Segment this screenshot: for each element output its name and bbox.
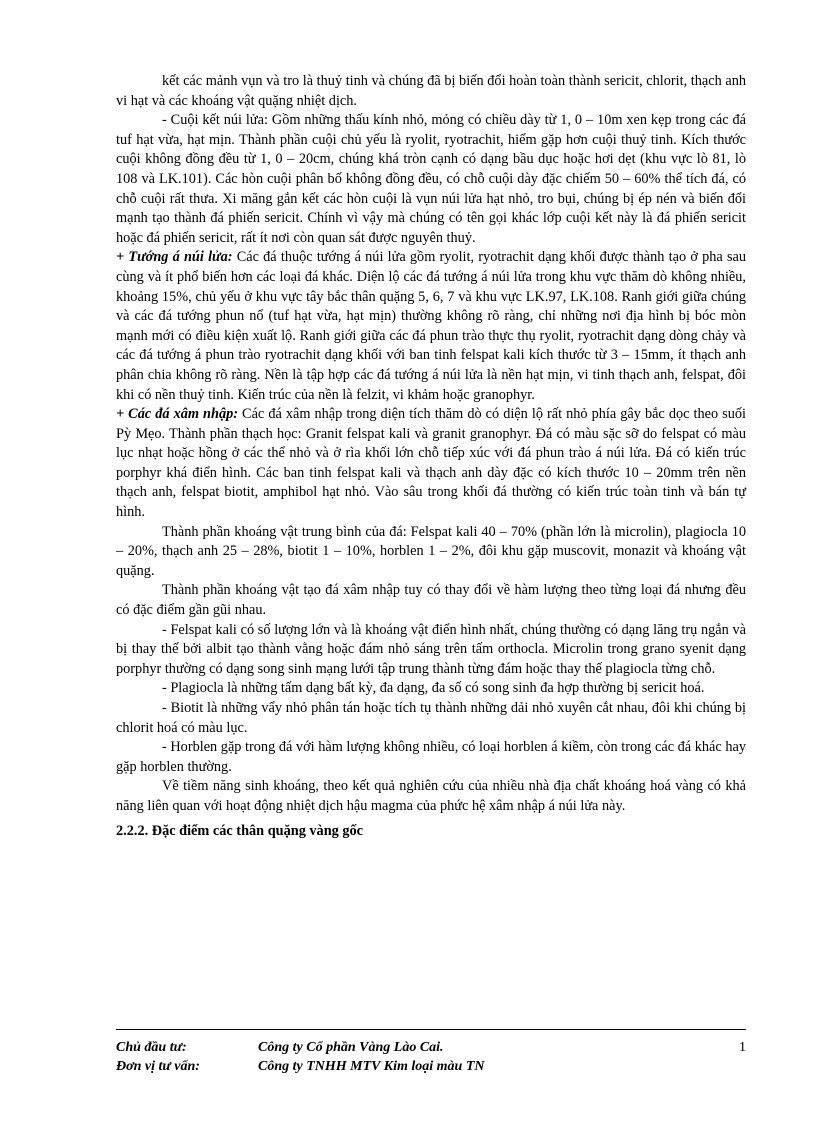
paragraph-intrusive-rocks [116,405,746,523]
intrusive-rocks-text: Các đá xâm nhập trong diện tích thăm dò có diện lộ rất nhỏ phía gây bắc dọc theo suối Pỳ Mẹo. Thành phần thạch học: Granit felspat kali và granit granophyr. Đá có màu sặc sỡ do felspat có màu lục nhạt hoặc hồng ở các thể nhỏ và ở rìa khối lớn chỗ tiếp xúc với đá phun trào á núi lửa. Đá có kiến trúc porphyr khá điển hình. Các ban tinh felspat kali và thạch anh dày đặc có kích thước 10 – 20mm trên nền thạch anh, felspat biotit, amphibol hạt nhỏ. Vào sâu trong khối đá thường có kiến trúc toàn tinh và bán tự hình. [116,406,746,521]
intrusive-rocks-lead: + Các đá xâm nhập: [116,406,239,423]
footer-owner-row [116,1040,746,1059]
footer-owner-value: Công ty Cổ phần Vàng Lào Cai. [258,1040,444,1055]
paragraph-felspat-kali: - Felspat kali có số lượng lớn và là khoáng vật điển hình nhất, chúng thường có dạng lăng trụ ngắn và bị thay thế bởi albit tạo thành vằng hoặc đám nhỏ sáng trên tấm orthocla. Microlin trong grano syenit dạng porphyr thường có dạng song sinh mạng lưới tập trung thành từng đám hoặc thay thế plagiocla từng chỗ. [116,621,746,677]
footer-consultant-row [116,1059,746,1078]
document-body [116,72,746,841]
paragraph-rock-forming-minerals: Thành phần khoáng vật tạo đá xâm nhập tuy có thay đổi về hàm lượng theo từng loại đá nhưng đều có đặc điểm gần gũi nhau. [116,582,746,619]
paragraph-biotit: - Biotit là những vẩy nhỏ phân tán hoặc tích tụ thành những dải nhỏ xuyên cắt nhau, đôi khi chúng bị chlorit hoá có màu lục. [116,700,746,736]
section-heading: 2.2.2. Đặc điểm các thân quặng vàng gốc [116,822,364,839]
footer-owner-label: Chủ đầu tư: [116,1040,187,1055]
footer-consultant-label: Đơn vị tư vấn: [116,1059,200,1074]
paragraph-mineral-potential: Về tiềm năng sinh khoáng, theo kết quả nghiên cứu của nhiều nhà địa chất khoáng hoá vàng có khả năng liên quan với hoạt động nhiệt dịch hậu magma của phức hệ xâm nhập á núi lửa này. [116,778,746,814]
page-footer [116,1029,746,1078]
page-number: 1 [739,1040,746,1055]
paragraph-mineral-composition: Thành phần khoáng vật trung bình của đá: Felspat kali 40 – 70% (phần lớn là microlin), plagiocla 10 – 20%, thạch anh 25 – 28%, biotit 1 – 10%, horblen 1 – 2%, đôi khu gặp muscovit, monazit và khoáng vật quặng. [116,523,746,579]
paragraph-volcanic-conglomerate: - Cuội kết núi lửa: Gồm những thấu kính nhỏ, mỏng có chiều dày từ 1, 0 – 10m xen kẹp trong các đá tuf hạt vừa, hạt mịn. Thành phần cuội chủ yếu là ryolit, ryotrachit, hiếm gặp hơn cuội thuỷ tinh. Kích thước cuội không đồng đều từ 1, 0 – 20cm, chúng khá tròn cạnh có dạng bầu dục hoặc hơi dẹt (khu vực lò 81, lò 108 và LK.101). Các hòn cuội phân bố không đồng đều, có chỗ cuội dày đặc chiếm 50 – 60% thể tích đá, có chỗ cuội rất thưa. Xi măng gắn kết các hòn cuội là vụn núi lửa hạt nhỏ, tro bụi, chúng bị ép nén và biến đổi mạnh tạo thành đá phiến sericit. Chính vì vậy mà chúng có tên gọi khác lớp cuội kết này là đá phiến sericit hoặc đá phiến sericit, rất ít nơi còn quan sát được nguyên thuỷ. [116,112,746,246]
paragraph-plagiocla: - Plagiocla là những tấm dạng bất kỳ, đa dạng, đa số có song sinh đa hợp thường bị sericit hoá. [162,680,705,697]
paragraph-subvolcanic-facies [116,248,746,405]
paragraph-horblen: - Horblen gặp trong đá với hàm lượng không nhiều, có loại horblen á kiềm, còn trong các đá khác hay gặp horblen thường. [116,739,746,775]
subvolcanic-facies-lead: + Tướng á núi lửa: [116,249,233,266]
footer-consultant-value: Công ty TNHH MTV Kim loại màu TN [258,1059,485,1074]
paragraph-tuff-alteration: kết các mảnh vụn và tro là thuỷ tinh và chúng đã bị biến đổi hoàn toàn thành sericit, chlorit, thạch anh vi hạt và các khoáng vật quặng nhiệt dịch. [116,73,746,109]
subvolcanic-facies-text: Các đá thuộc tướng á núi lửa gồm ryolit, ryotrachit dạng khối được thành tạo ở pha sau cùng và ít phổ biến hơn các loại đá khác. Diện lộ các đá tướng á núi lửa trong khu vực thăm dò không nhiều, khoảng 15%, chủ yếu ở khu vực tây bắc thân quặng 5, 6, 7 và khu vực LK.97, LK.108. Ranh giới giữa chúng và các đá tướng phun nổ (tuf hạt vừa, hạt mịn) thường không rõ ràng, chỉ những nơi địa hình bị bóc mòn mạnh mới có điều kiện xuất lộ. Ranh giới giữa các đá phun trào thực thụ ryolit, ryotrachit dạng dòng chảy và các đá tướng á phun trào ryotrachit dạng khối với ban tinh felspat kali kích thước từ 3 – 15mm, ít thạch anh phân chia không rõ ràng. Nền là tập hợp các đá tướng á núi lửa là nền hạt mịn, vi tinh thạch anh, felspat, đôi khi có nền thuỷ tinh. Kiến trúc của nền là felzit, vi khảm hoặc granophyr. [116,249,747,403]
